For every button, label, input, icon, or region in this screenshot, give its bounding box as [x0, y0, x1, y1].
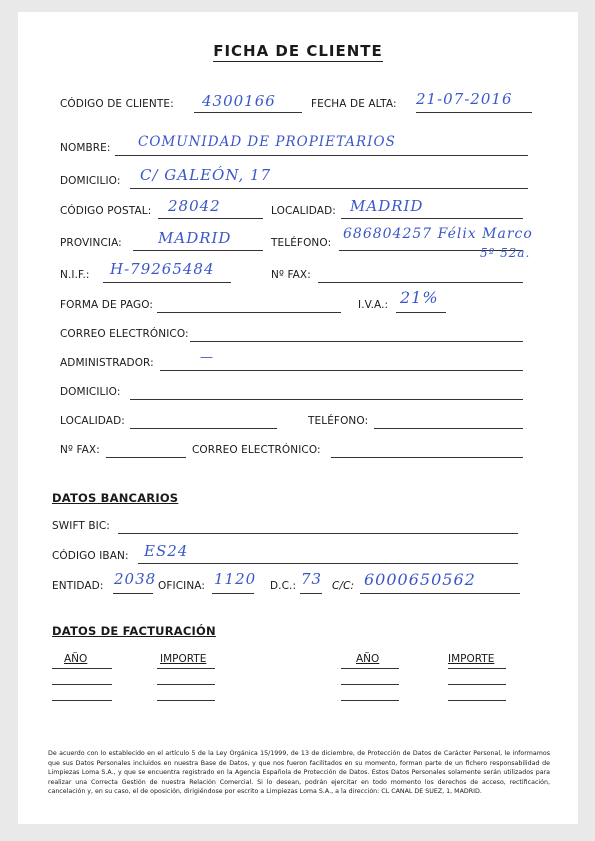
administrador-line	[160, 370, 523, 371]
nif-value[interactable]: H-79265484	[110, 260, 215, 278]
facturacion-line	[157, 700, 215, 701]
fecha-alta-line	[416, 112, 532, 113]
iva-label: I.V.A.:	[358, 299, 389, 311]
telefono-label: TELÉFONO:	[271, 237, 332, 249]
nif-line	[103, 282, 231, 283]
adm-correo-line	[331, 457, 523, 458]
fecha-alta-label: FECHA DE ALTA:	[311, 98, 397, 110]
datos-bancarios-heading: DATOS BANCARIOS	[52, 491, 179, 505]
adm-domicilio-line	[130, 399, 523, 400]
domicilio-line	[130, 188, 528, 189]
oficina-line	[212, 593, 254, 594]
iban-line	[138, 563, 518, 564]
dc-line	[300, 593, 322, 594]
adm-fax-label: Nº FAX:	[60, 444, 100, 456]
oficina-label: OFICINA:	[158, 580, 206, 592]
localidad-line	[341, 218, 523, 219]
telefono-extra-value[interactable]: 5º 52a.	[480, 246, 531, 260]
fax-label: Nº FAX:	[271, 269, 311, 281]
nombre-line	[115, 155, 528, 156]
col-importe-right: IMPORTE	[448, 653, 495, 665]
col-anio-left: AÑO	[64, 653, 88, 665]
facturacion-line	[448, 668, 506, 669]
adm-telefono-line	[374, 428, 523, 429]
facturacion-line	[341, 684, 399, 685]
adm-correo-label: CORREO ELECTRÓNICO:	[192, 444, 321, 456]
swift-line	[118, 533, 518, 534]
dc-value[interactable]: 73	[301, 570, 323, 588]
codigo-postal-line	[158, 218, 263, 219]
telefono-value[interactable]: 686804257 Félix Marco	[343, 226, 533, 242]
form-title: FICHA DE CLIENTE	[213, 42, 383, 60]
cc-label: C/C:	[332, 580, 355, 592]
adm-telefono-label: TELÉFONO:	[308, 415, 369, 427]
nif-label: N.I.F.:	[60, 269, 90, 281]
adm-fax-line	[106, 457, 186, 458]
facturacion-line	[448, 700, 506, 701]
oficina-value[interactable]: 1120	[214, 570, 257, 588]
provincia-label: PROVINCIA:	[60, 237, 122, 249]
nombre-value[interactable]: COMUNIDAD DE PROPIETARIOS	[138, 134, 396, 150]
facturacion-line	[341, 668, 399, 669]
iva-value[interactable]: 21%	[400, 288, 439, 307]
datos-facturacion-heading: DATOS DE FACTURACIÓN	[52, 624, 216, 638]
entidad-value[interactable]: 2038	[114, 570, 157, 588]
localidad-label: LOCALIDAD:	[271, 205, 336, 217]
adm-localidad-label: LOCALIDAD:	[60, 415, 125, 427]
entidad-line	[113, 593, 153, 594]
swift-label: SWIFT BIC:	[52, 520, 110, 532]
domicilio-value[interactable]: C/ GALEÓN, 17	[140, 166, 272, 184]
dc-label: D.C.:	[270, 580, 297, 592]
entidad-label: ENTIDAD:	[52, 580, 104, 592]
administrador-label: ADMINISTRADOR:	[60, 357, 154, 369]
facturacion-line	[448, 684, 506, 685]
privacy-footer-text: De acuerdo con lo establecido en el artículo 5 de la Ley Orgánica 15/1999, de 13 de diciembre, de Protección de Datos de Carácter Personal, le informamos que sus Datos Personales incluidos en nuestra Base de Datos, y que nos fueron facilitados en su momento, forman parte de un fichero responsabilidad de Limpiezas Loma S.A., y que se encuentra registrado en la Agencia Española de Protección de Datos. Estos Datos Personales solamente serán utilizados para realizar una Correcta Gestión de nuestra Relación Comercial. Si lo desean, podrán ejercitar en todo momento los derechos de acceso, rectificación, cancelación y, en su caso, el de oposición, dirigiéndose por escrito a Limpiezas Loma S.A., a la dirección: CL CANAL DE SUEZ, 1, MADRID.	[48, 750, 550, 796]
facturacion-line	[52, 684, 112, 685]
codigo-cliente-line	[194, 112, 302, 113]
domicilio-label: DOMICILIO:	[60, 175, 121, 187]
client-form-sheet	[18, 12, 578, 824]
iban-label: CÓDIGO IBAN:	[52, 550, 129, 562]
codigo-cliente-value[interactable]: 4300166	[202, 92, 276, 110]
fecha-alta-value[interactable]: 21-07-2016	[416, 90, 513, 108]
forma-pago-line	[157, 312, 341, 313]
codigo-cliente-label: CÓDIGO DE CLIENTE:	[60, 98, 174, 110]
localidad-value[interactable]: MADRID	[350, 197, 424, 215]
codigo-postal-value[interactable]: 28042	[168, 197, 221, 215]
correo-label: CORREO ELECTRÓNICO:	[60, 328, 189, 340]
fax-line	[318, 282, 523, 283]
facturacion-line	[52, 700, 112, 701]
correo-line	[190, 341, 523, 342]
cc-value[interactable]: 6000650562	[364, 570, 476, 589]
forma-pago-label: FORMA DE PAGO:	[60, 299, 154, 311]
facturacion-line	[157, 668, 215, 669]
facturacion-line	[157, 684, 215, 685]
col-importe-left: IMPORTE	[160, 653, 207, 665]
cc-line	[360, 593, 520, 594]
codigo-postal-label: CÓDIGO POSTAL:	[60, 205, 152, 217]
facturacion-line	[52, 668, 112, 669]
col-anio-right: AÑO	[356, 653, 380, 665]
provincia-value[interactable]: MADRID	[158, 229, 232, 247]
administrador-value[interactable]: —	[200, 350, 214, 365]
iban-value[interactable]: ES24	[144, 542, 189, 560]
iva-line	[396, 312, 446, 313]
adm-domicilio-label: DOMICILIO:	[60, 386, 121, 398]
provincia-line	[133, 250, 263, 251]
facturacion-line	[341, 700, 399, 701]
adm-localidad-line	[130, 428, 277, 429]
nombre-label: NOMBRE:	[60, 142, 111, 154]
